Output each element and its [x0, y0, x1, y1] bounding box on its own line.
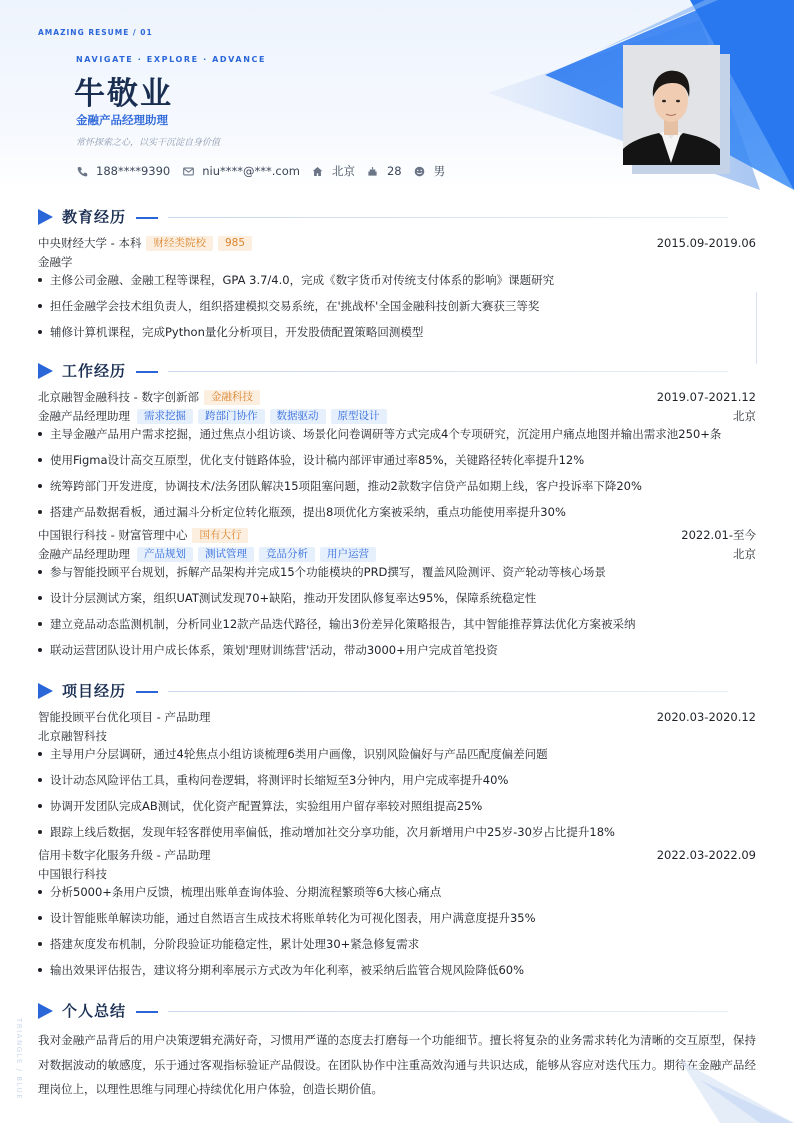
contact-bar — [76, 163, 457, 179]
target-role: 金融产品经理助理 — [76, 113, 168, 127]
decorative-vertical-line — [756, 292, 757, 364]
bullet-item: 搭建产品数据看板，通过漏斗分析定位转化瓶颈，提出8项优化方案被采纳，重点功能使用率提升30% — [38, 504, 756, 524]
email-value: niu****@***.com — [202, 164, 300, 178]
phone-value: 188****9390 — [96, 164, 171, 178]
summary-title: 个人总结 — [62, 1002, 127, 1020]
skill-tag: 竞品分析 — [259, 547, 315, 562]
company-name: 中国银行科技 - 财富管理中心 — [38, 528, 188, 542]
side-vertical-label: TRIANGLE / BLUE — [15, 1018, 23, 1101]
bullet-item: 搭建灰度发布机制，分阶段验证功能稳定性，累计处理30+紧急修复需求 — [38, 936, 756, 962]
company-tag: 国有大行 — [192, 528, 248, 543]
section-divider — [168, 217, 728, 218]
work-entry-header — [38, 526, 756, 544]
section-accent-dash — [136, 1011, 158, 1013]
bullet-item: 输出效果评估报告，建议将分期利率展示方式改为年化利率，被采纳后监管合规风险降低60% — [38, 962, 756, 988]
bullet-item: 参与智能投顾平台规划，拆解产品架构并完成15个功能模块的PRD撰写，覆盖风险测评、资产轮动等核心场景 — [38, 564, 756, 590]
project-org: 中国银行科技 — [38, 867, 107, 881]
section-divider — [168, 371, 728, 372]
project-org: 北京融智科技 — [38, 729, 107, 743]
skill-tag: 数据驱动 — [270, 409, 326, 424]
candidate-name: 牛敬业 — [74, 76, 173, 112]
work-header — [38, 361, 756, 383]
school-tag: 财经类院校 — [146, 236, 213, 251]
education-title: 教育经历 — [62, 208, 127, 226]
contact-city — [312, 163, 355, 179]
resume-brand-label: AMAZING RESUME / 01 — [38, 28, 153, 37]
bullet-item: 辅修计算机课程，完成Python量化分析项目，开发股债配置策略回测模型 — [38, 324, 756, 350]
gender-value: 男 — [433, 164, 446, 178]
work-title: 工作经历 — [62, 362, 127, 380]
project-entry — [38, 846, 756, 988]
bullet-item: 建立竞品动态监测机制，分析同业12款产品迭代路径，输出3份差异化策略报告，其中智能推荐算法优化方案被采纳 — [38, 616, 756, 642]
contact-phone — [76, 164, 170, 178]
work-section — [38, 361, 756, 668]
cake-icon — [367, 165, 379, 177]
bullet-item: 跟踪上线后数据，发现年轻客群使用率偏低，推动增加社交分享功能，次月新增用户中25岁-30岁占比提升18% — [38, 824, 756, 844]
project-name: 信用卡数字化服务升级 - 产品助理 — [38, 848, 211, 862]
project-name: 智能投顾平台优化项目 - 产品助理 — [38, 710, 211, 724]
company-tag: 金融科技 — [204, 390, 260, 405]
corner-triangle-art — [660, 1040, 794, 1123]
contact-gender — [414, 163, 446, 179]
summary-text: 我对金融产品背后的用户决策逻辑充满好奇，习惯用严谨的态度去打磨每一个功能细节。擅长将复杂的业务需求转化为清晰的交互原型，保持对数据波动的敏感度，乐于通过客观指标验证产品假设。在团队协作中注重高效沟通与共识达成，能够从容应对迭代压力。期待在金融产品经理岗位上，以理性思维与同理心持续优化用户体验，创造长期价值。 — [38, 1033, 756, 1096]
work-location: 北京 — [733, 547, 756, 561]
header-motto: NAVIGATE · EXPLORE · ADVANCE — [76, 55, 267, 64]
avatar-illustration — [623, 45, 720, 165]
education-entry-header — [38, 234, 756, 252]
work-date: 2019.07-2021.12 — [656, 390, 756, 404]
projects-title: 项目经历 — [62, 682, 127, 700]
education-section — [38, 207, 756, 350]
project-entry-header — [38, 708, 756, 726]
work-entry-subheader — [38, 406, 756, 426]
company-name: 北京融智金融科技 - 数字创新部 — [38, 390, 199, 404]
bullet-item: 担任金融学会技术组负责人，组织搭建模拟交易系统，在'挑战杯'全国金融科技创新大赛获三等奖 — [38, 298, 756, 324]
phone-icon — [76, 165, 88, 177]
section-accent-dash — [136, 371, 158, 373]
skill-tag: 用户运营 — [320, 547, 376, 562]
section-accent-dash — [136, 691, 158, 693]
bullet-item: 使用Figma设计高交互原型，优化支付链路体验，设计稿内部评审通过率85%，关键路径转化率提升12% — [38, 452, 756, 478]
section-triangle-icon — [38, 363, 53, 379]
major: 金融学 — [38, 255, 73, 269]
work-entry — [38, 526, 756, 668]
home-icon — [312, 165, 324, 177]
tagline: 常怀探索之心，以实干沉淀自身价值 — [76, 138, 221, 148]
education-date: 2015.09-2019.06 — [656, 236, 756, 250]
section-divider — [168, 691, 728, 692]
project-entry-header — [38, 846, 756, 864]
profile-photo — [623, 45, 720, 165]
project-date: 2020.03-2020.12 — [656, 710, 756, 724]
work-entry-header — [38, 388, 756, 406]
education-header — [38, 207, 756, 229]
position: 金融产品经理助理 — [38, 547, 130, 561]
bullet-item: 分析5000+条用户反馈，梳理出账单查询体验、分期流程繁琐等6大核心痛点 — [38, 884, 756, 910]
work-entry — [38, 388, 756, 524]
skill-tag: 产品规划 — [137, 547, 193, 562]
education-entry — [38, 234, 756, 350]
section-triangle-icon — [38, 683, 53, 699]
projects-header — [38, 681, 756, 703]
bullet-item: 协调开发团队完成AB测试，优化资产配置算法，实验组用户留存率较对照组提高25% — [38, 798, 756, 824]
bullet-item: 设计智能账单解读功能，通过自然语言生成技术将账单转化为可视化图表，用户满意度提升35% — [38, 910, 756, 936]
position: 金融产品经理助理 — [38, 409, 130, 423]
work-location: 北京 — [733, 409, 756, 423]
bullet-item: 统筹跨部门开发进度，协调技术/法务团队解决15项阻塞问题，推动2款数字信贷产品如期上线，客户投诉率下降20% — [38, 478, 756, 504]
summary-header — [38, 1001, 756, 1023]
school-tag: 985 — [218, 236, 252, 251]
skill-tag: 需求挖掘 — [137, 409, 193, 424]
contact-email — [182, 164, 300, 178]
skill-tag: 测试管理 — [198, 547, 254, 562]
project-entry — [38, 708, 756, 844]
section-accent-dash — [136, 217, 158, 219]
section-triangle-icon — [38, 1003, 53, 1019]
bullet-item: 设计分层测试方案，组织UAT测试发现70+缺陷，推动开发团队修复率达95%，保障系统稳定性 — [38, 590, 756, 616]
school-name: 中央财经大学 - 本科 — [38, 236, 142, 250]
age-value: 28 — [386, 164, 402, 178]
bullet-item: 主修公司金融、金融工程等课程，GPA 3.7/4.0，完成《数字货币对传统支付体系的影响》课题研究 — [38, 272, 756, 298]
contact-age — [367, 164, 402, 178]
bullet-item: 主导金融产品用户需求挖掘，通过焦点小组访谈、场景化问卷调研等方式完成4个专项研究，沉淀用户痛点地图并输出需求池250+条 — [38, 426, 756, 452]
bullet-item: 设计动态风险评估工具，重构问卷逻辑，将测评时长缩短至3分钟内，用户完成率提升40% — [38, 772, 756, 798]
city-value: 北京 — [331, 164, 355, 178]
work-date: 2022.01-至今 — [681, 528, 756, 542]
skill-tag: 跨部门协作 — [198, 409, 265, 424]
mail-icon — [182, 165, 194, 177]
project-date: 2022.03-2022.09 — [656, 848, 756, 862]
bullet-item: 联动运营团队设计用户成长体系，策划'理财训练营'活动，带动3000+用户完成首笔投资 — [38, 642, 756, 668]
section-divider — [168, 1011, 728, 1012]
skill-tag: 原型设计 — [331, 409, 387, 424]
section-triangle-icon — [38, 209, 53, 225]
bullet-item: 主导用户分层调研，通过4轮焦点小组访谈梳理6类用户画像，识别风险偏好与产品匹配度偏差问题 — [38, 746, 756, 772]
smile-icon — [414, 165, 426, 177]
projects-section — [38, 681, 756, 988]
work-entry-subheader — [38, 544, 756, 564]
summary-section — [38, 1001, 756, 1102]
